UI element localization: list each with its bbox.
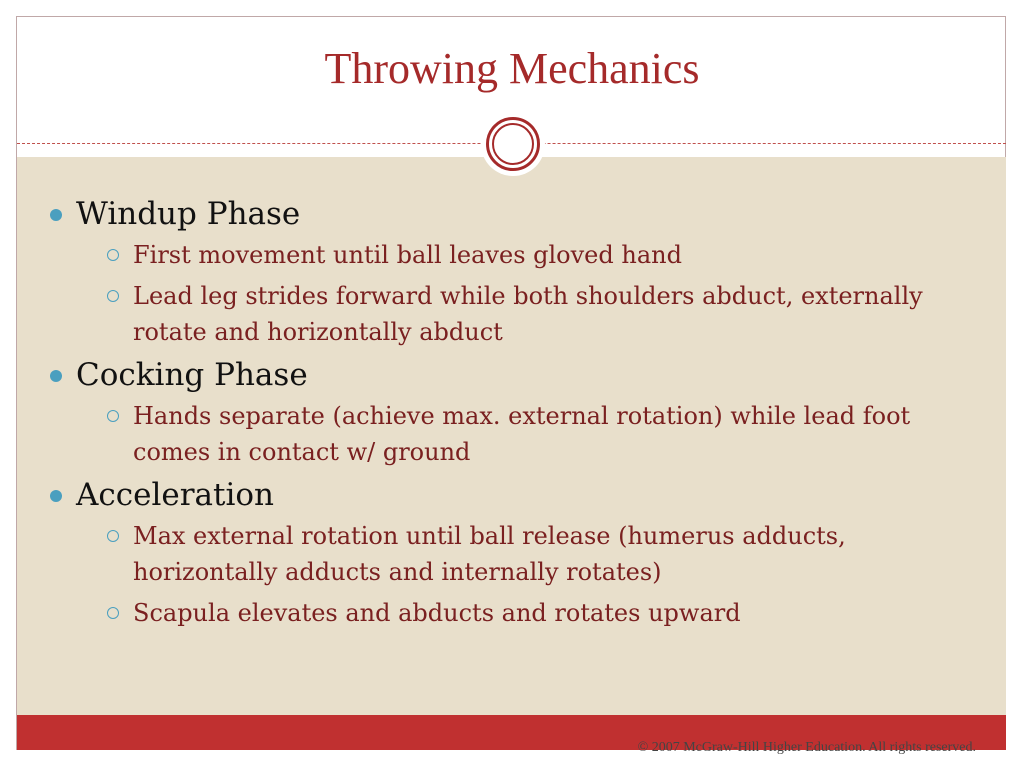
hollow-circle-bullet-icon: [107, 607, 119, 619]
section-heading: Windup Phase: [76, 196, 301, 232]
sub-point-text: Scapula elevates and abducts and rotates upward: [133, 599, 741, 627]
section-cocking: [50, 356, 950, 470]
sub-list: [76, 398, 950, 470]
section-heading: Cocking Phase: [76, 357, 308, 393]
sub-point: [76, 237, 950, 273]
section-acceleration: [50, 476, 950, 631]
sub-point-text: Hands separate (achieve max. external rotation) while lead foot comes in contact w/ ground: [133, 402, 911, 466]
sub-point-text: First movement until ball leaves gloved hand: [133, 241, 682, 269]
section-heading: Acceleration: [76, 477, 275, 513]
hollow-circle-bullet-icon: [107, 530, 119, 542]
copyright-text: © 2007 McGraw-Hill Higher Education. All rights reserved.: [637, 740, 976, 755]
bullet-list: [50, 195, 950, 637]
sub-point-text: Lead leg strides forward while both shoulders abduct, externally rotate and horizontally abduct: [133, 282, 923, 346]
filled-circle-bullet-icon: [50, 490, 62, 502]
sub-list: [76, 237, 950, 350]
slide-title: Throwing Mechanics: [324, 44, 700, 93]
inner-ring: [492, 123, 534, 165]
hollow-circle-bullet-icon: [107, 410, 119, 422]
sub-point-text: Max external rotation until ball release (humerus adducts, horizontally adducts and internally rotates): [133, 522, 846, 586]
section-windup: [50, 195, 950, 350]
hollow-circle-bullet-icon: [107, 249, 119, 261]
sub-point: [76, 595, 950, 631]
sub-point: [76, 518, 950, 590]
sub-list: [76, 518, 950, 631]
sub-point: [76, 278, 950, 350]
double-ring-icon: [481, 112, 545, 176]
filled-circle-bullet-icon: [50, 370, 62, 382]
sub-point: [76, 398, 950, 470]
hollow-circle-bullet-icon: [107, 290, 119, 302]
filled-circle-bullet-icon: [50, 209, 62, 221]
